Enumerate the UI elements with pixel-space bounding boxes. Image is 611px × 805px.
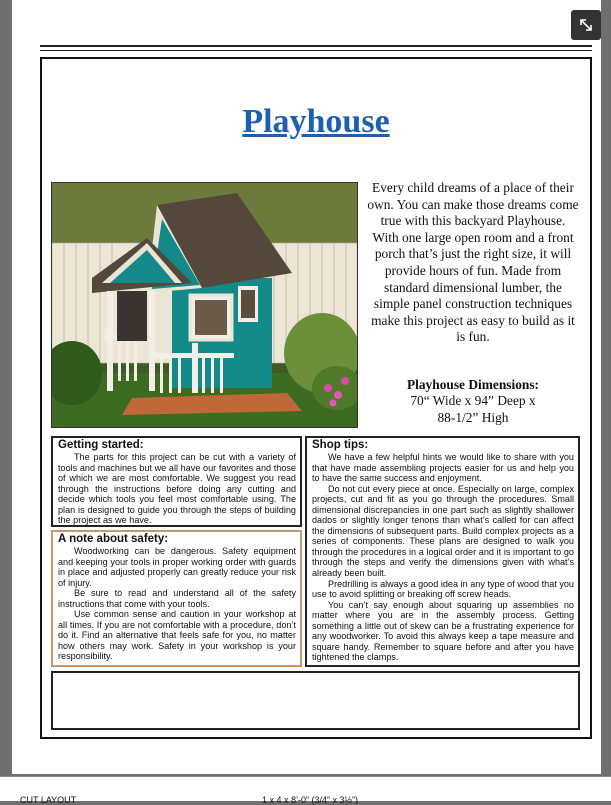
getting-started-box xyxy=(51,436,302,527)
playhouse-photo xyxy=(51,182,358,428)
shop-tips-paragraph-3: Predrilling is always a good idea in any type of wood that you use to avoid splitting or breaking off screw heads. xyxy=(312,578,574,600)
shop-tips-paragraph-4: You can’t say enough about squaring up assemblies no matter where you are in the assembly process. Getting something a little out of skew can be a frustrating experience for any woodworker. To avoid this always keep a tape measure and square handy. Remember to square before and after you have tightened the clamps. xyxy=(312,599,574,663)
intro-paragraph: Every child dreams of a place of their own. You can make those dreams come true with this backyard Playhouse. With one large open room and a front porch that’s just the right size, it will provide hours of fun. Made from standard dimensional lumber, the simple panel construction techniques make this project as easy to build as it is fun. xyxy=(367,180,579,345)
cut-layout-label: CUT LAYOUT xyxy=(20,795,77,805)
getting-started-heading: Getting started: xyxy=(58,439,144,451)
safety-heading: A note about safety: xyxy=(58,533,169,545)
notes-box xyxy=(51,671,580,730)
expand-icon xyxy=(577,16,595,34)
dimensions-line-2: 88-1/2” High xyxy=(437,409,509,425)
header-rule-thin xyxy=(40,50,592,51)
shop-tips-box xyxy=(305,436,580,667)
safety-paragraph-1: Woodworking can be dangerous. Safety equipment and keeping your tools in proper working order with guards in place and adjusted properly can greatly reduce your risk of injury. xyxy=(58,546,296,588)
document-page xyxy=(12,0,601,774)
next-page-preview[interactable] xyxy=(0,776,611,805)
page-frame xyxy=(40,57,592,739)
header-rule xyxy=(40,45,592,47)
safety-box xyxy=(51,530,302,667)
lumber-size-label: 1 x 4 x 8’-0” (3/4” x 3½”) xyxy=(262,795,359,805)
dimensions-line-1: 70“ Wide x 94” Deep x xyxy=(410,393,536,409)
getting-started-text: The parts for this project can be cut with a variety of tools and machines but we all have our favorites and those of which we are most comfortable. We suggest you read through the instructions before doing any cutting and decide which tools you feel most comfortable using. The plan is designed to guide you through the steps of building the project as we have. xyxy=(58,452,296,526)
dimensions-block xyxy=(367,377,579,426)
shop-tips-heading: Shop tips: xyxy=(312,439,369,451)
safety-paragraph-3: Use common sense and caution in your workshop at all times. If you are not comfortable with a procedure, don’t do it. Find an alternative that feels safe for you, no matter how others may work. Safety in your workshop is your responsibility. xyxy=(58,609,296,662)
page-title: Playhouse xyxy=(242,103,390,140)
safety-paragraph-2: Be sure to read and understand all of the safety instructions that come with your tools. xyxy=(58,588,296,609)
dimensions-heading: Playhouse Dimensions: xyxy=(406,377,540,392)
shop-tips-paragraph-1: We have a few helpful hints we would like to share with you that have made assembling projects easier for us and help you to have the same success and enjoyment. xyxy=(312,452,574,484)
shop-tips-paragraph-2: Do not cut every piece at once. Especially on large, complex projects, cut and fit as you go through the procedures. Small dimensional discrepancies in one part such as slightly shallower dados or slightly longer tenons than what’s called for can affect the dimensions of subsequent parts. Build complex projects as a series of components. These plans are designed to walk you through the procedures in a logical order and it is important to go through the steps and verify the dimensions given with what’s already been built. xyxy=(312,483,574,579)
expand-button[interactable] xyxy=(571,10,601,40)
